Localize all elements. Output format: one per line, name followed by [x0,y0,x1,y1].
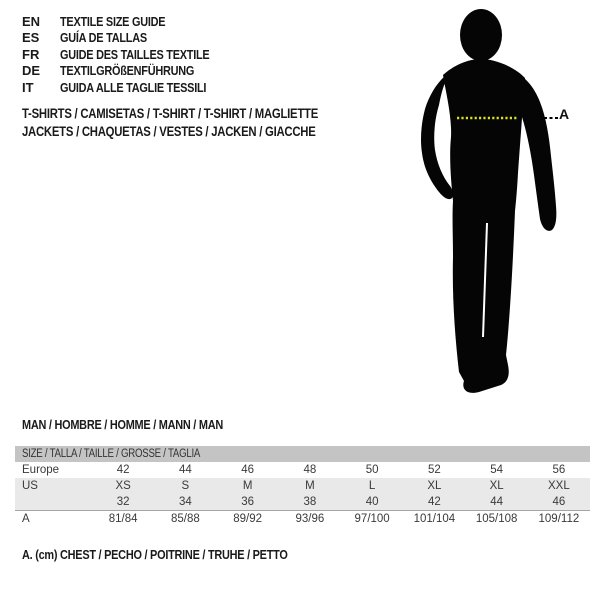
size-cell: 42 [116,464,130,476]
table-row [15,462,590,478]
size-table [15,446,590,527]
size-table-header-text: SIZE / TALLA / TAILLE / GRÖSSE / TAGLIA [22,448,201,460]
category-line [22,123,374,141]
category-line-text: JACKETS / CHAQUETAS / VESTES / JACKEN / GIACCHE [22,124,316,139]
language-row [22,30,238,46]
size-cell: 109/112 [538,513,580,525]
size-cell: 46 [241,464,255,476]
language-row [22,47,238,63]
size-cell: 56 [552,464,566,476]
size-cell: 40 [365,496,379,508]
category-list [22,105,374,141]
size-cell: 36 [241,496,255,508]
size-cell: 34 [178,496,192,508]
size-cell: M [242,480,253,492]
language-code: FR [22,46,40,62]
table-row [15,494,590,510]
size-cell: 89/92 [233,513,263,525]
size-cell: 44 [490,496,504,508]
silhouette-head [460,9,502,61]
size-cell: S [181,480,190,492]
language-row [22,63,238,79]
row-label: Europe [22,464,60,476]
chest-footnote [22,547,338,562]
language-title: GUIDE DES TAILLES TEXTILE [60,46,210,62]
chest-footnote-text: A. (cm) CHEST / PECHO / POITRINE / TRUHE / PETTO [22,547,288,562]
row-label: US [22,480,38,492]
silhouette-body [443,59,525,393]
size-cell: 81/84 [108,513,138,525]
size-cell: 101/104 [413,513,456,525]
size-cell: 105/108 [475,513,518,525]
language-code: DE [22,63,41,79]
man-silhouette-svg [395,5,565,405]
size-cell: M [305,480,315,492]
row-label [15,494,92,510]
size-cell: 93/96 [295,513,325,525]
language-code: EN [22,14,41,29]
man-silhouette-figure [395,5,565,405]
language-title: TEXTILGRÖßENFÜHRUNG [60,63,195,79]
section-heading-text: MAN / HOMBRE / HOMME / MANN / MAN [22,417,223,432]
size-cell: L [368,480,376,492]
section-heading [22,417,261,432]
table-row [15,510,590,527]
size-cell: 50 [365,464,379,476]
category-line [22,105,374,123]
table-row [15,478,590,494]
size-cell: 38 [303,496,317,508]
language-title: TEXTILE SIZE GUIDE [60,14,166,29]
size-cell: 44 [178,464,192,476]
size-cell: 85/88 [170,513,200,525]
language-code: IT [22,79,34,95]
language-title: GUÍA DE TALLAS [60,30,147,46]
size-cell: XL [427,480,442,492]
language-title: GUIDA ALLE TAGLIE TESSILI [60,79,207,95]
size-cell: 52 [427,464,441,476]
size-cell: 48 [303,464,317,476]
size-cell: 97/100 [354,513,390,525]
size-cell: 46 [552,496,566,508]
size-cell: XXL [548,480,570,492]
size-cell: XS [115,480,131,492]
language-row [22,14,238,30]
language-list [22,14,238,96]
size-cell: 42 [427,496,441,508]
size-cell: 32 [116,496,130,508]
category-line-text: T-SHIRTS / CAMISETAS / T-SHIRT / T-SHIRT / MAGLIETTE [22,106,319,121]
size-cell: 54 [490,464,504,476]
size-cell: XL [489,480,504,492]
row-label: A [22,513,30,525]
language-code: ES [22,30,40,46]
size-table-body [15,462,590,527]
language-row [22,80,238,96]
size-table-header [15,446,590,462]
measure-label-a: A [559,106,570,122]
